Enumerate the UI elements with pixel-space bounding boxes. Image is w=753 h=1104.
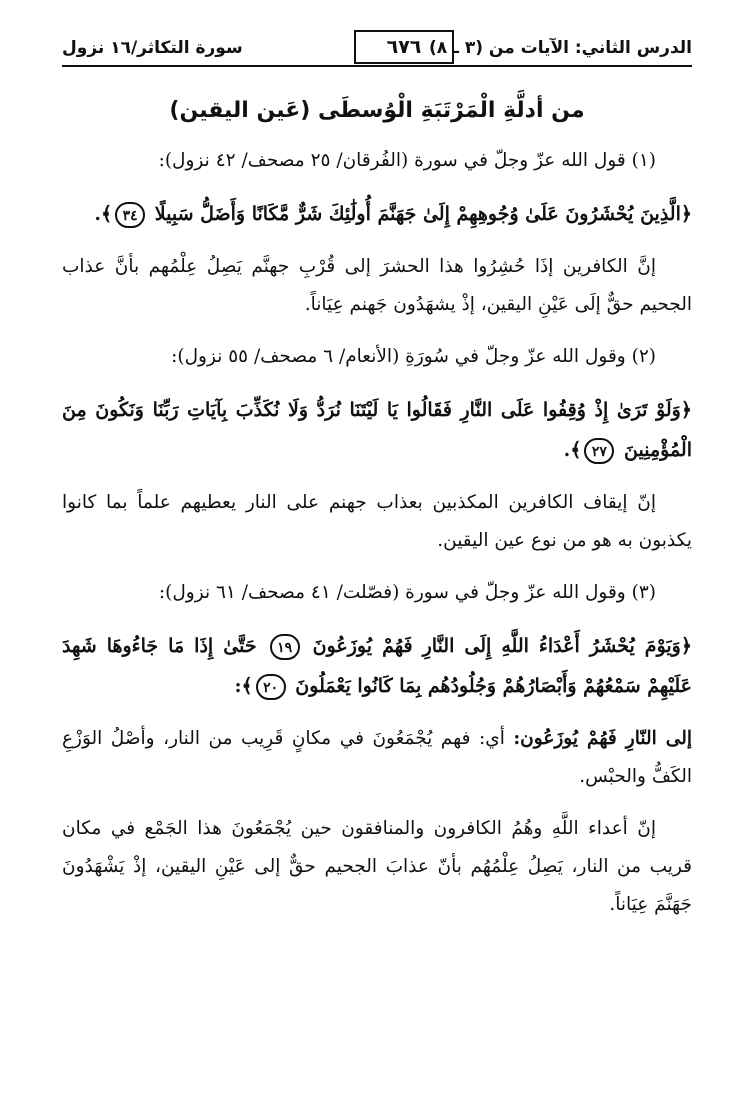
verse-open-bracket: ﴿ — [680, 203, 692, 225]
commentary-2: إنّ إيقاف الكافرين المكذبين بعذاب جهنم على النار يعطيهم علماً بما كانوا يكذبون به هو من نوع عين اليقين. — [62, 492, 692, 551]
header-surah-label: سورة التكاثر/١٦ نزول — [62, 38, 243, 58]
verse-text: وَيَوْمَ يُحْشَرُ أَعْدَاءُ اللَّهِ إِلَى النَّارِ فَهُمْ يُوزَعُونَ — [312, 635, 681, 657]
verse-close-bracket: ﴾. — [94, 203, 113, 225]
quran-verse-1 — [62, 194, 692, 234]
citation-1: (١) قول الله عزّ وجلّ في سورة (الفُرقان/ ٢٥ مصحف/ ٤٢ نزول): — [158, 150, 656, 171]
commentary-1: إنَّ الكافرين إذَا حُشِرُوا هذا الحشرَ إلى قُرْبِ جهنَّم يَصِلُ عِلْمُهم بأنَّ عذاب الجحيم حقٌّ إلَى عَيْنِ اليقين، إذْ يشهَدُون جَهنم عِيَاناً. — [62, 256, 692, 315]
verse-open-bracket: ﴿ — [680, 635, 692, 657]
ayah-number-badge: ٢٠ — [256, 674, 286, 700]
verse-open-bracket: ﴿ — [680, 399, 692, 421]
ayah-number-badge: ١٩ — [270, 634, 300, 660]
verse-text: وَلَوْ تَرَىٰ إِذْ وُقِفُوا عَلَى النَّارِ فَقَالُوا يَا لَيْتَنَا نُرَدُّ وَلَا نُكَذِّبَ بِآيَاتِ رَبِّنَا وَنَكُونَ مِنَ الْمُؤْمِنِينَ — [62, 399, 692, 461]
page-body — [62, 92, 692, 938]
ayah-number-badge: ٢٧ — [584, 438, 614, 464]
ayah-number-badge: ٣٤ — [115, 202, 145, 228]
verse-text: الَّذِينَ يُحْشَرُونَ عَلَىٰ وُجُوهِهِمْ إِلَىٰ جَهَنَّمَ أُولَٰئِكَ شَرٌّ مَّكَانًا وَأَضَلُّ سَبِيلًا — [154, 203, 681, 225]
verse-close-bracket: ﴾. — [563, 439, 582, 461]
citation-3: (٣) وقول الله عزّ وجلّ في سورة (فصّلت/ ٤١ مصحف/ ٦١ نزول): — [158, 582, 656, 603]
quran-verse-3 — [62, 626, 692, 706]
header-divider — [62, 65, 692, 67]
gloss-term: إلى النّارِ فَهُمْ يُوزَعُون: — [513, 728, 692, 749]
quran-verse-2 — [62, 390, 692, 470]
commentary-3: إنّ أعداء اللَّهِ وهُمُ الكافرون والمنافقون حين يُجْمَعُونَ هذا الجَمْع في مكان قريب من النار، يَصِلُ عِلْمُهُم بأنّ عذابَ الجحيم حقٌّ إلى عَيْنِ اليقين، إذْ يَشْهَدُونَ جَهَنَّمَ عِيَاناً. — [62, 818, 692, 915]
header-lesson-label: الدرس الثاني: الآيات من (٣ ـ ٨) — [428, 38, 692, 58]
verse-text: حَتَّىٰ إِذَا مَا جَاءُوهَا شَهِدَ عَلَيْهِمْ سَمْعُهُمْ وَأَبْصَارُهُمْ وَجُلُودُهُم بِمَا كَانُوا يَعْمَلُونَ — [62, 635, 692, 697]
gloss-3 — [62, 720, 692, 796]
gloss-text: أي: فهم يُجْمَعُونَ في مكانٍ قَرِيب من النار، وأصْلُ الوَزْعِ الكَفُّ والحبْس. — [62, 728, 692, 787]
page-number: ٦٧٦ — [354, 30, 454, 64]
citation-2: (٢) وقول الله عزّ وجلّ في سُورَةِ (الأنعام/ ٦ مصحف/ ٥٥ نزول): — [171, 346, 656, 367]
verse-close-bracket: ﴾: — [234, 675, 253, 697]
running-header — [62, 30, 692, 70]
section-title: من أدلَّةِ الْمَرْتَبَةِ الْوُسطَى (عَين اليقين) — [169, 98, 585, 123]
